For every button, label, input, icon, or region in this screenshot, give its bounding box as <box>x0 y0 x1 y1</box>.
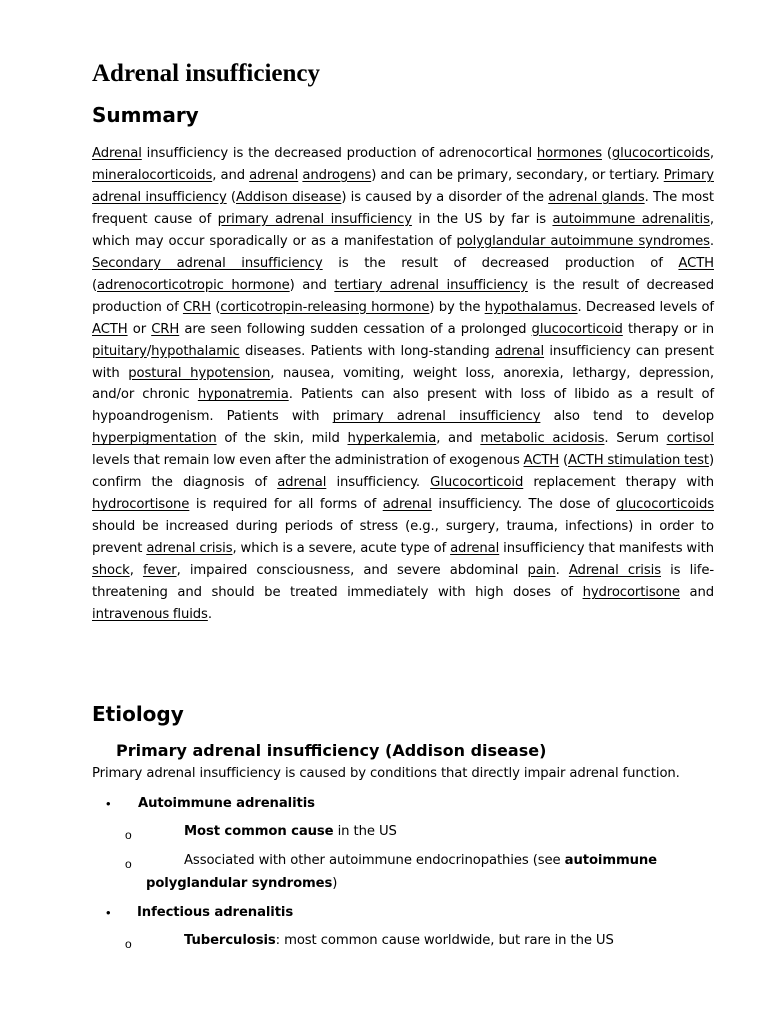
sub-item-text: ) <box>332 876 338 891</box>
summary-text: ( <box>559 453 568 469</box>
summary-text: also tend to develop <box>540 409 714 425</box>
bullet-icon: • <box>106 796 111 811</box>
summary-text: ) and <box>289 277 335 293</box>
summary-text: or <box>127 321 152 337</box>
summary-text: diseases. Patients with long-standing <box>239 343 495 359</box>
list-item-label: Infectious adrenalitis <box>137 905 294 920</box>
primary-heading: Primary adrenal insufficiency (Addison disease) <box>116 741 547 760</box>
summary-text: . <box>709 233 714 249</box>
term-link[interactable]: pituitary <box>92 343 147 359</box>
summary-text: . Decreased levels of <box>577 299 714 315</box>
summary-text: , and <box>212 167 250 183</box>
page-title: Adrenal insufficiency <box>92 60 321 87</box>
summary-text: and <box>679 585 714 601</box>
term-link[interactable]: glucocorticoids <box>616 497 715 513</box>
etiology-heading: Etiology <box>92 702 184 726</box>
summary-text: is the result of decreased production of <box>92 277 714 315</box>
term-link[interactable]: ACTH stimulation test <box>568 453 709 469</box>
term-link[interactable]: autoimmune adrenalitis <box>552 211 710 227</box>
term-link[interactable]: primary adrenal insufficiency <box>217 211 412 227</box>
summary-text: insufficiency. <box>326 475 431 491</box>
summary-text: , impaired consciousness, and severe abdominal <box>176 563 528 579</box>
list-item-label: Autoimmune adrenalitis <box>138 796 315 811</box>
term-link[interactable]: postural hypotension <box>128 365 271 381</box>
term-link[interactable]: glucocorticoids <box>611 146 710 161</box>
summary-text: is required for all forms of <box>189 497 383 513</box>
summary-text: ( <box>226 189 236 205</box>
summary-text: is the result of decreased production of <box>322 255 679 271</box>
term-link[interactable]: hormones <box>536 146 602 161</box>
summary-text: , <box>129 563 143 579</box>
list-item-infectious <box>137 905 293 920</box>
sub-item-associated <box>184 853 657 868</box>
sub-item-bold: Tuberculosis <box>184 933 276 948</box>
summary-text: . <box>207 607 212 623</box>
term-link[interactable]: hypothalamic <box>151 343 240 359</box>
term-link[interactable]: androgens <box>302 167 372 183</box>
summary-text: therapy or in <box>622 321 714 337</box>
term-link[interactable]: corticotropin-releasing hormone <box>220 299 430 315</box>
summary-paragraph <box>92 143 714 626</box>
list-item-autoimmune <box>138 796 315 811</box>
term-link[interactable]: intravenous fluids <box>92 607 208 623</box>
term-link[interactable]: hyperkalemia <box>347 431 437 447</box>
term-link[interactable]: CRH <box>182 299 211 315</box>
term-link[interactable]: glucocorticoid <box>531 321 623 337</box>
term-link[interactable]: Primary adrenal insufficiency <box>92 167 714 205</box>
summary-text: insufficiency can present with <box>92 343 714 381</box>
term-link[interactable]: Secondary adrenal insufficiency <box>92 255 323 271</box>
sub-item-bold: polyglandular syndromes <box>146 876 333 891</box>
sub-item-bold: autoimmune <box>564 853 658 868</box>
summary-text: , nausea, vomiting, weight loss, anorexia, lethargy, depression, and/or chronic <box>92 365 714 403</box>
summary-text: insufficiency is the decreased production of adrenocortical <box>141 146 537 161</box>
term-link[interactable]: ACTH <box>92 321 128 337</box>
term-link[interactable]: Adrenal crisis <box>568 563 661 579</box>
summary-text: . <box>555 563 569 579</box>
term-link[interactable]: Adrenal <box>92 146 142 161</box>
term-link[interactable]: adrenal <box>277 475 327 491</box>
term-link[interactable]: CRH <box>151 321 180 337</box>
term-link[interactable]: pain <box>527 563 556 579</box>
term-link[interactable]: hydrocortisone <box>582 585 680 601</box>
term-link[interactable]: Glucocorticoid <box>430 475 524 491</box>
summary-text: , <box>709 146 714 161</box>
term-link[interactable]: shock <box>92 563 130 579</box>
summary-text: ) by the <box>429 299 485 315</box>
summary-text: . The most frequent cause of <box>92 189 714 227</box>
sub-item-text: in the US <box>333 824 397 839</box>
term-link[interactable]: adrenal <box>249 167 299 183</box>
term-link[interactable]: ACTH <box>523 453 560 469</box>
sub-item-bold: Most common cause <box>184 824 334 839</box>
sub-item-most-common <box>184 824 397 839</box>
term-link[interactable]: polyglandular autoimmune syndromes <box>456 233 710 249</box>
term-link[interactable]: adrenal <box>450 541 500 557</box>
summary-text: levels that remain low even after the administration of exogenous <box>92 453 524 469</box>
term-link[interactable]: adrenal glands <box>548 189 645 205</box>
summary-text: . Patients can also present with loss of libido as a result of hypoandrogenism. Patients with <box>92 387 714 425</box>
summary-text: replacement therapy with <box>523 475 715 491</box>
term-link[interactable]: hyperpigmentation <box>92 431 217 447</box>
term-link[interactable]: adrenal crisis <box>146 541 233 557</box>
summary-text: , which is a severe, acute type of <box>232 541 451 557</box>
primary-intro: Primary adrenal insufficiency is caused by conditions that directly impair adrenal function. <box>92 766 680 781</box>
term-link[interactable]: adrenal <box>382 497 432 513</box>
summary-heading: Summary <box>92 103 199 127</box>
sub-item-associated-cont <box>146 876 337 891</box>
summary-text: , and <box>436 431 481 447</box>
term-link[interactable]: adrenal <box>494 343 545 359</box>
term-link[interactable]: hypothalamus <box>484 299 578 315</box>
sub-item-text: : most common cause worldwide, but rare in the US <box>275 933 614 948</box>
sub-bullet-icon: o <box>125 857 132 871</box>
summary-text: insufficiency. The dose of <box>431 497 616 513</box>
term-link[interactable]: adrenocorticotropic hormone <box>97 277 290 293</box>
term-link[interactable]: metabolic acidosis <box>480 431 605 447</box>
summary-text: is life-threatening and should be treated immediately with high doses of <box>92 563 714 601</box>
term-link[interactable]: cortisol <box>666 431 714 447</box>
summary-text: in the US by far is <box>411 211 553 227</box>
summary-text: , which may occur sporadically or as a manifestation of <box>92 211 714 249</box>
summary-text: ) is caused by a disorder of the <box>341 189 549 205</box>
summary-text: ( <box>92 277 98 293</box>
summary-text: ) and can be primary, secondary, or tertiary. <box>371 167 664 183</box>
term-link[interactable]: tertiary adrenal insufficiency <box>334 277 528 293</box>
sub-bullet-icon: o <box>125 828 132 842</box>
summary-text: are seen following sudden cessation of a prolonged <box>179 321 532 337</box>
term-link[interactable]: Addison disease <box>235 189 342 205</box>
sub-item-text: Associated with other autoimmune endocrinopathies (see <box>184 853 565 868</box>
summary-text: ) confirm the diagnosis of <box>92 453 714 491</box>
term-link[interactable]: hyponatremia <box>197 387 289 403</box>
sub-bullet-icon: o <box>125 937 132 951</box>
summary-text: ( <box>210 299 221 315</box>
summary-text: of the skin, mild <box>216 431 348 447</box>
term-link[interactable]: mineralocorticoids <box>92 167 213 183</box>
sub-item-tuberculosis <box>184 933 614 948</box>
summary-text: ( <box>601 146 612 161</box>
summary-text: should be increased during periods of stress (e.g., surgery, trauma, infections) in order to prevent <box>92 519 714 557</box>
term-link[interactable]: fever <box>142 563 177 579</box>
summary-text: insufficiency that manifests with <box>499 541 714 557</box>
term-link[interactable]: ACTH <box>678 255 714 271</box>
term-link[interactable]: hydrocortisone <box>92 497 190 513</box>
summary-text: . Serum <box>604 431 667 447</box>
bullet-icon: • <box>106 905 111 920</box>
term-link[interactable]: primary adrenal insufficiency <box>332 409 541 425</box>
summary-text: / <box>146 343 152 359</box>
